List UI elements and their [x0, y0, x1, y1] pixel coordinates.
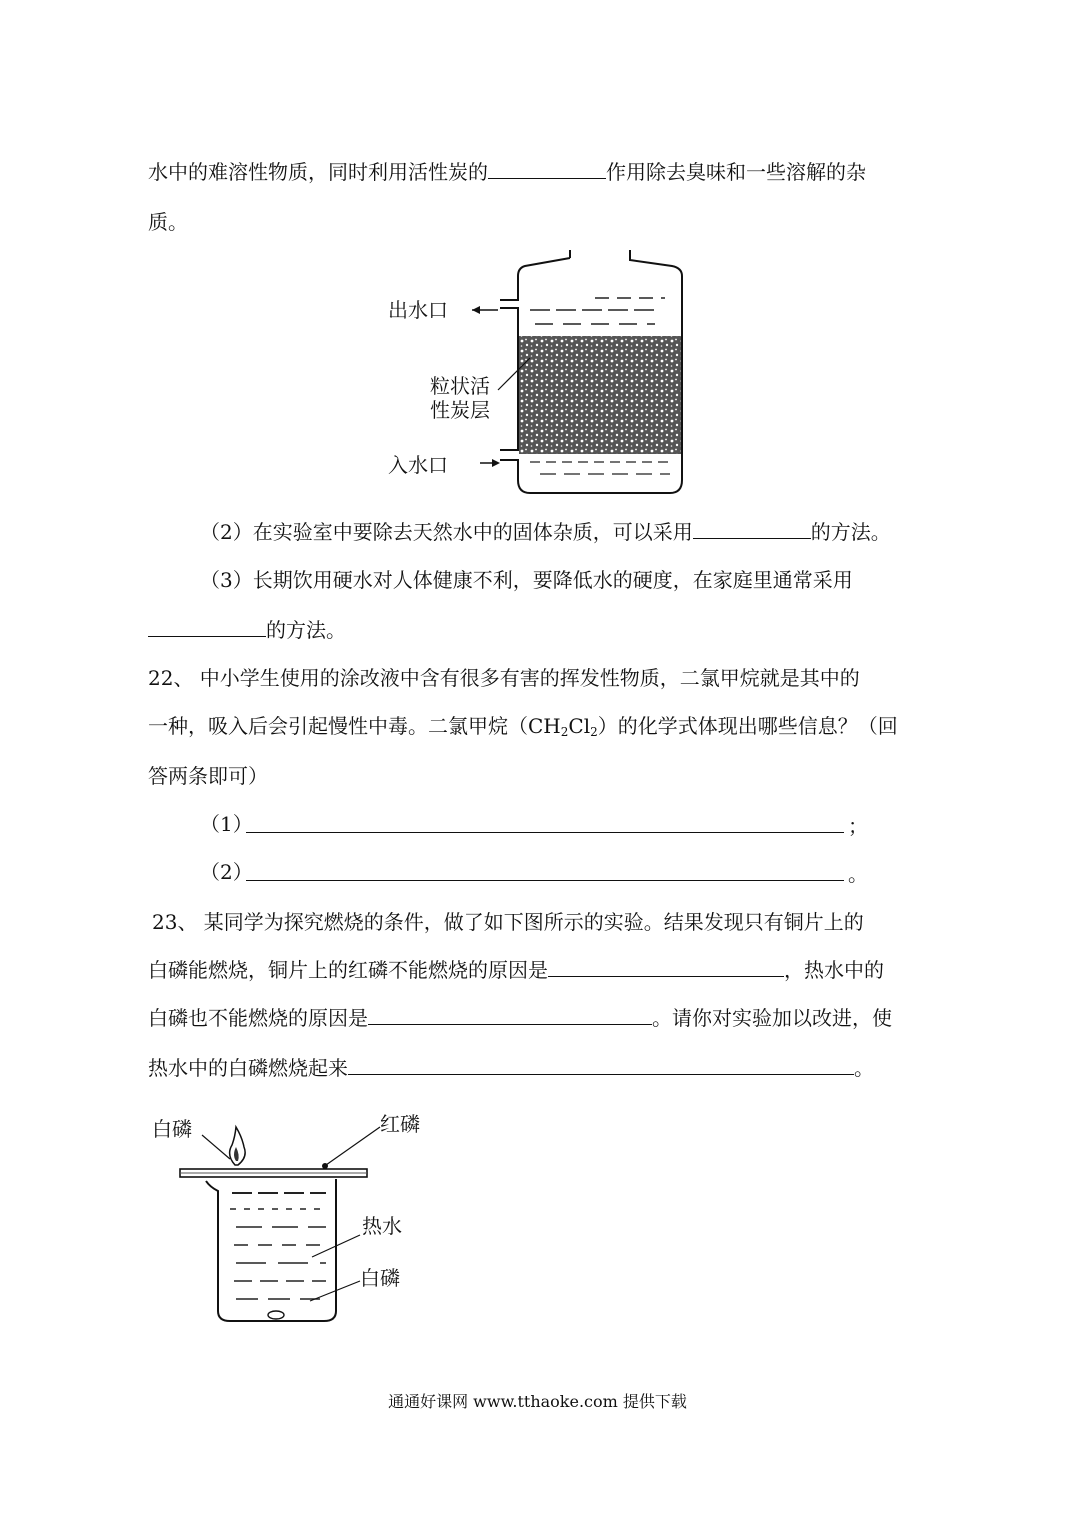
q23-line-3: [148, 1004, 928, 1032]
q21-part-2: [200, 518, 980, 546]
q22-answer-1-label: （1）: [200, 812, 253, 836]
red-phosphorus-label: 红磷: [380, 1112, 420, 1136]
carbon-layer-label-1: 粒状活: [430, 374, 490, 398]
q21-blank-adsorption[interactable]: [488, 158, 606, 179]
q22-line-1: 22、 中小学生使用的涂改液中含有很多有害的挥发性物质，二氯甲烷就是其中的: [148, 666, 860, 690]
combustion-experiment-figure: [150, 1105, 450, 1335]
q23-blank-red-phosphorus[interactable]: [548, 956, 784, 977]
q22-line-3: 答两条即可）: [148, 764, 268, 788]
q23-text-2a: 白磷能燃烧，铜片上的红磷不能燃烧的原因是: [148, 958, 548, 982]
q21-part-3: （3）长期饮用硬水对人体健康不利，要降低水的硬度，在家庭里通常采用: [200, 568, 853, 592]
q23-blank-water-phosphorus[interactable]: [368, 1004, 652, 1025]
q22-text-b: Cl: [568, 714, 591, 738]
q22-text-c: ）的化学式体现出哪些信息？（回: [597, 714, 898, 738]
q23-text-3b: 。请你对实验加以改进，使: [652, 1006, 892, 1030]
q21-part-3-cont: [148, 616, 928, 644]
q23-blank-improvement[interactable]: [348, 1054, 854, 1075]
q22-answer-2-blank[interactable]: [246, 880, 844, 881]
q23-text-4a: 热水中的白磷燃烧起来: [148, 1056, 348, 1080]
q22-answer-1-blank[interactable]: [246, 832, 844, 833]
q23-text-4b: 。: [854, 1056, 874, 1080]
q22-answer-1-end: ；: [848, 814, 868, 838]
q23-line-2: [148, 956, 928, 984]
q21-text-b: 作用除去臭味和一些溶解的杂: [606, 160, 866, 184]
q21-line-1: [148, 158, 928, 186]
carbon-layer-label-2: 性炭层: [430, 398, 490, 422]
q23-line-1: 23、 某同学为探究燃烧的条件，做了如下图所示的实验。结果发现只有铜片上的: [152, 910, 864, 934]
q22-line-2: [148, 712, 928, 746]
q22-text-a: 一种，吸入后会引起慢性中毒。二氯甲烷（CH: [148, 714, 561, 738]
q23-text-3a: 白磷也不能燃烧的原因是: [148, 1006, 368, 1030]
hot-water-label: 热水: [362, 1214, 402, 1238]
q22-answer-2-end: 。: [848, 862, 868, 886]
q23-line-4: [148, 1054, 928, 1082]
q22-answer-2-label: （2）: [200, 860, 253, 884]
q22-sub-2: 2: [590, 725, 598, 739]
q23-text-2b: ，热水中的: [784, 958, 884, 982]
q22-sub-1: 2: [560, 725, 569, 739]
q21-blank-softening[interactable]: [148, 616, 266, 637]
q21-part2-text: （2）在实验室中要除去天然水中的固体杂质，可以采用: [200, 520, 693, 544]
q21-part3-end: 的方法。: [266, 618, 346, 642]
q21-text-a: 水中的难溶性物质，同时利用活性炭的: [148, 160, 488, 184]
white-phosphorus-water-label: 白磷: [360, 1266, 400, 1290]
white-phosphorus-top-label: 白磷: [152, 1117, 192, 1141]
page-footer: 通通好课网 www.tthaoke.com 提供下载: [388, 1392, 687, 1411]
outlet-label: 出水口: [388, 298, 448, 322]
q21-part2-end: 的方法。: [810, 520, 891, 544]
inlet-label: 入水口: [388, 453, 448, 477]
q21-line-2: 质。: [148, 210, 188, 234]
q21-blank-method[interactable]: [693, 518, 811, 539]
